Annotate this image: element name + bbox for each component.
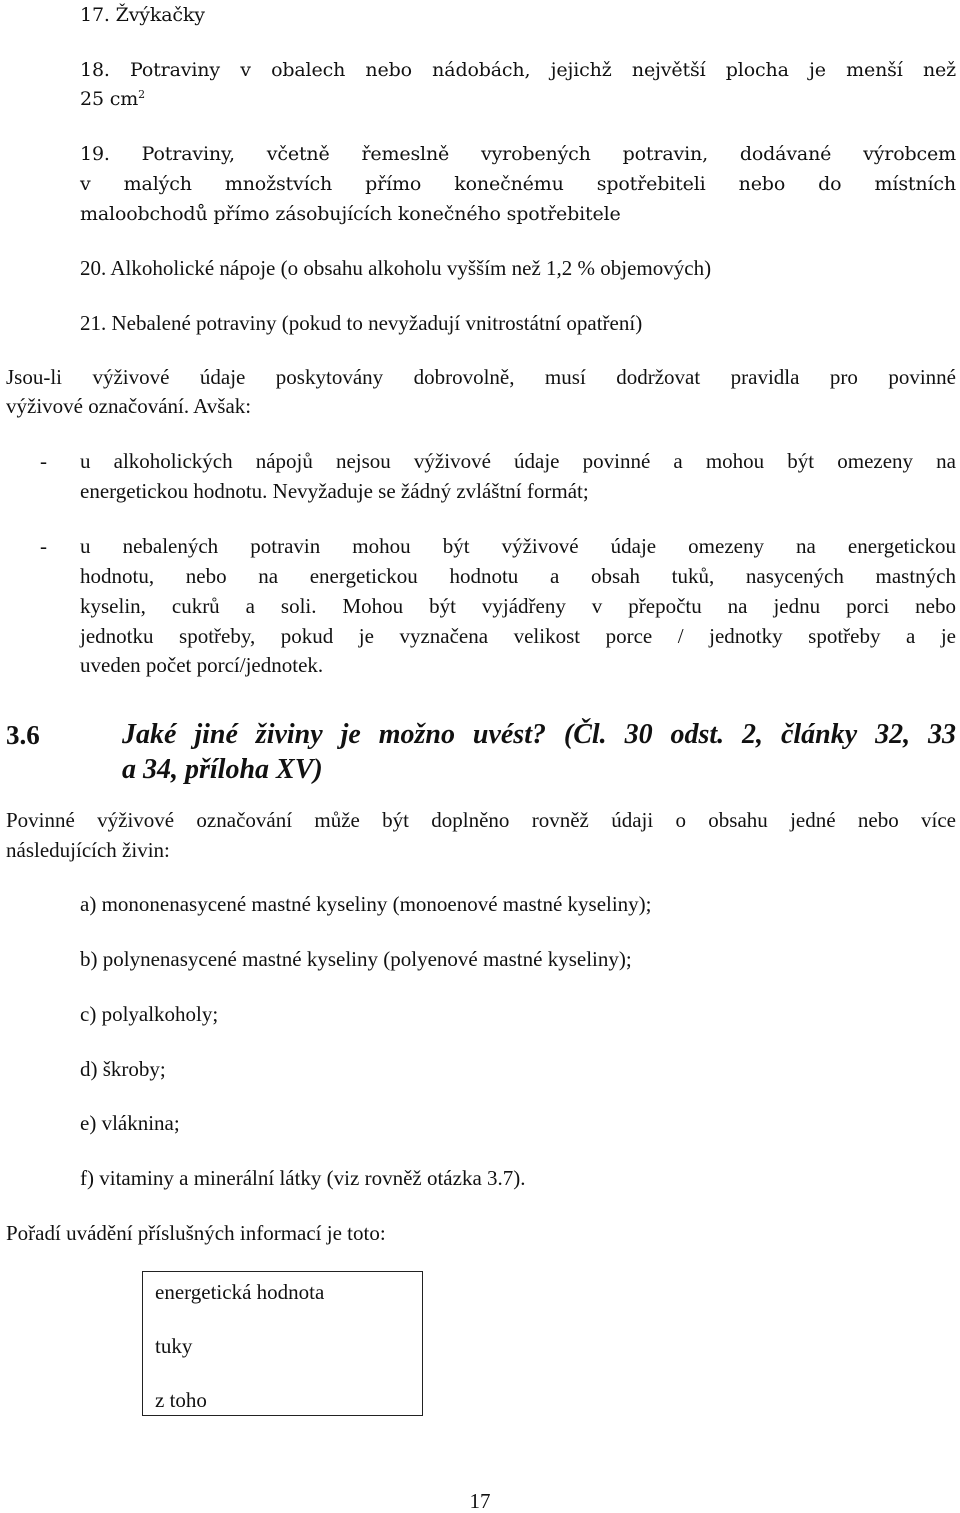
section-title-line2: a 34, příloha XV) [122,754,323,785]
nutrient-item: a) mononenasycené mastné kyseliny (monoenové mastné kyseliny); [80,892,652,916]
order-box [142,1271,423,1416]
bullet-line: hodnotu, nebo na energetickou hodnotu a obsah tuků, nasycených mastných [80,564,956,588]
list-item-18-text: 25 cm [80,88,139,110]
list-item-20: 20. Alkoholické nápoje (o obsahu alkoholu vyšším než 1,2 % objemových) [80,256,712,280]
section-number: 3.6 [6,720,40,750]
bullet-line: energetickou hodnotu. Nevyžaduje se žádný zvláštní formát; [80,479,589,503]
nutrient-item: e) vláknina; [80,1111,180,1135]
bullet-dash: - [40,449,47,473]
list-item-21: 21. Nebalené potraviny (pokud to nevyžadují vnitrostátní opatření) [80,311,643,335]
bullet-line: uveden počet porcí/jednotek. [80,653,324,677]
bullet-line: u nebalených potravin mohou být výživové údaje omezeny na energetickou [80,534,956,558]
nutrient-item: d) škroby; [80,1057,166,1081]
list-item-18-line1: 18. Potraviny v obalech nebo nádobách, jejichž největší plocha je menší než [80,59,956,81]
list-item-18-line2 [80,90,145,109]
list-item-17: 17. Žvýkačky [80,4,205,26]
paragraph-line: následujících živin: [6,838,170,862]
list-item-19-line3: maloobchodů přímo zásobujících konečného spotřebitele [80,203,621,225]
order-box-row: z toho [155,1388,207,1412]
order-box-row: tuky [155,1334,193,1358]
nutrient-item: f) vitaminy a minerální látky (viz rovněž otázka 3.7). [80,1166,526,1190]
nutrient-item: c) polyalkoholy; [80,1002,219,1026]
list-item-19-line1: 19. Potraviny, včetně řemeslně vyrobených potravin, dodávané výrobcem [80,143,956,165]
bullet-line: u alkoholických nápojů nejsou výživové údaje povinné a mohou být omezeny na [80,449,956,473]
order-intro: Pořadí uvádění příslušných informací je toto: [6,1221,386,1245]
nutrient-item: b) polynenasycené mastné kyseliny (polyenové mastné kyseliny); [80,947,632,971]
paragraph-line: Povinné výživové označování může být doplněno rovněž údaji o obsahu jedné nebo více [6,808,956,832]
section-title-line1: Jaké jiné živiny je možno uvést? (Čl. 30 odst. 2, články 32, 33 [122,719,956,750]
bullet-line: kyselin, cukrů a soli. Mohou být vyjádřeny v přepočtu na jednu porci nebo [80,594,956,618]
superscript: 2 [138,88,145,101]
list-item-19-line2: v malých množstvích přímo konečnému spotřebiteli nebo do místních [80,173,956,195]
order-box-row: energetická hodnota [155,1280,325,1304]
paragraph-line: Jsou-li výživové údaje poskytovány dobrovolně, musí dodržovat pravidla pro povinné [6,365,956,389]
paragraph-line: výživové označování. Avšak: [6,394,252,418]
page-number: 17 [469,1489,491,1513]
bullet-dash: - [40,534,47,558]
bullet-line: jednotku spotřeby, pokud je vyznačena velikost porce / jednotky spotřeby a je [80,624,956,648]
